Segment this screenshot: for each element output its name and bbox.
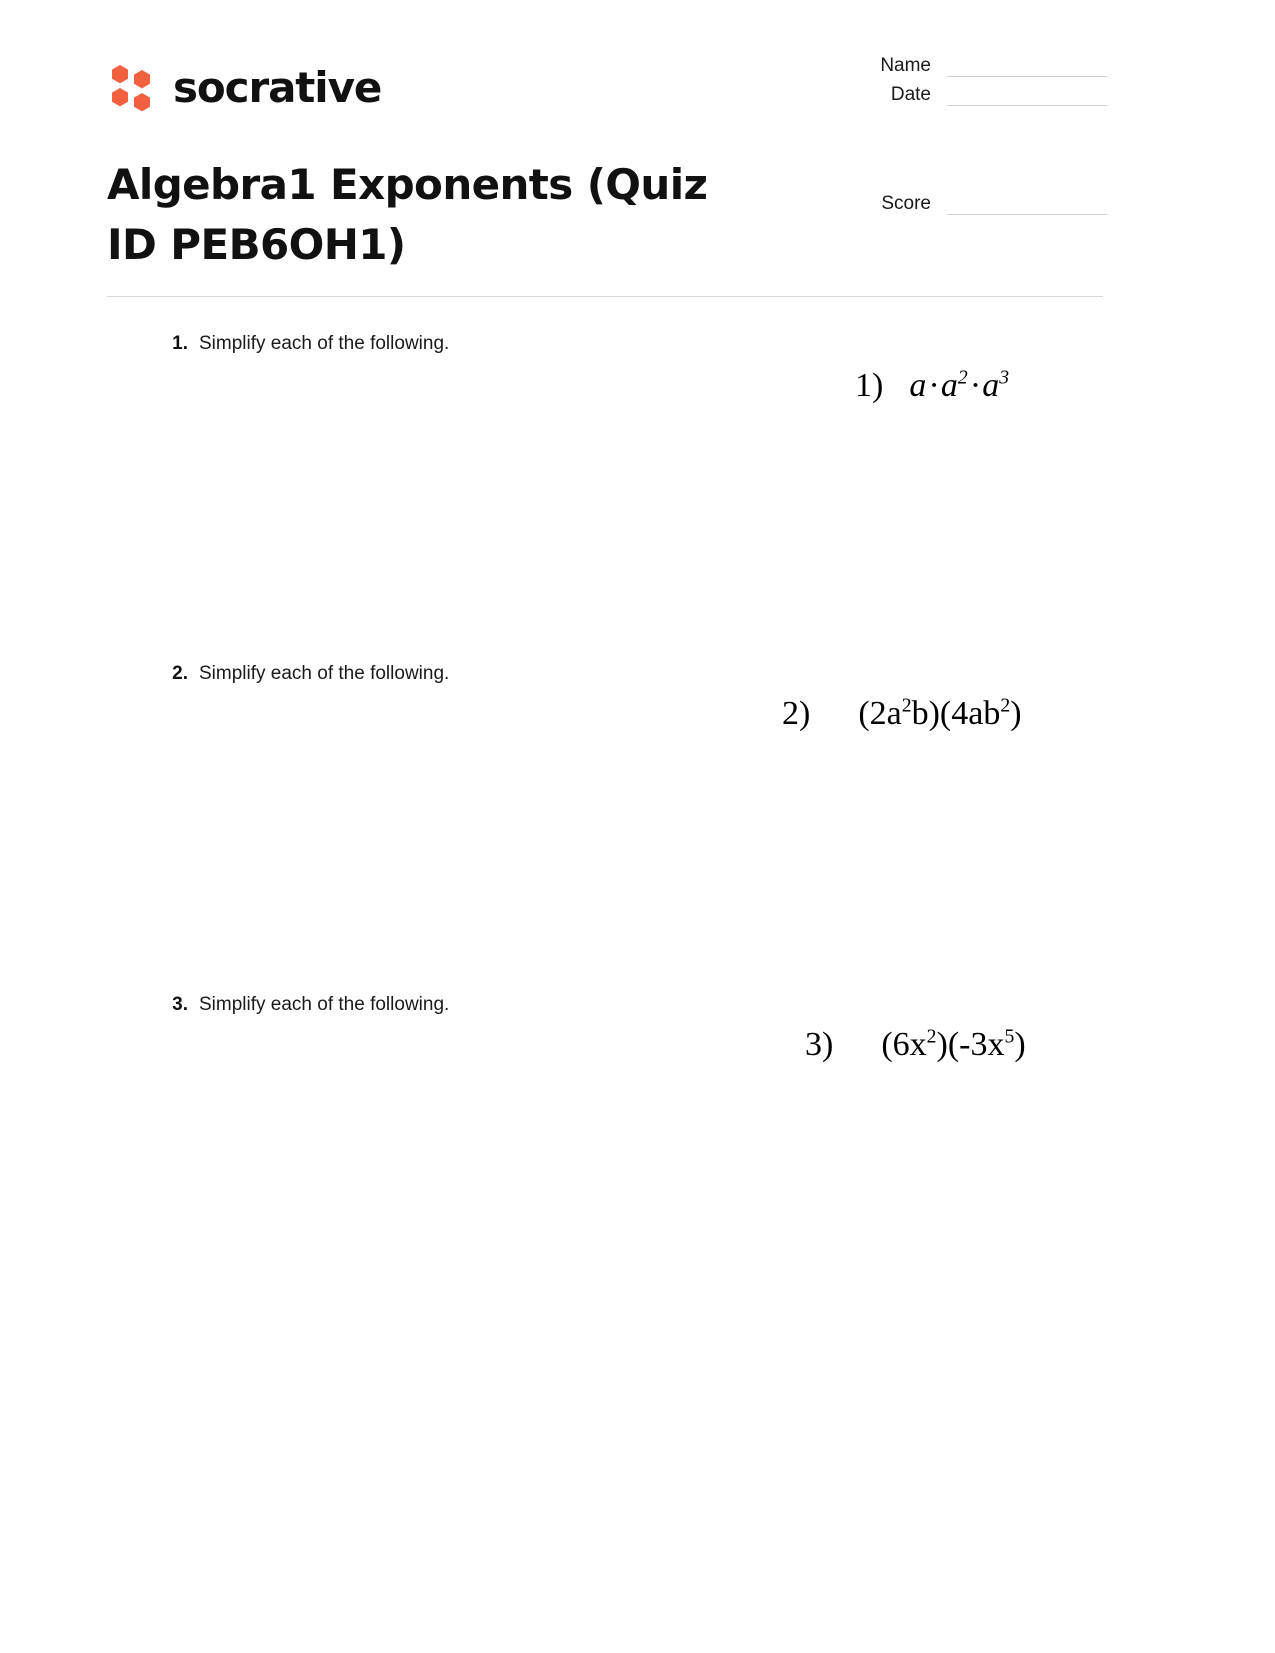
student-info-fields [777, 56, 1107, 114]
math-expression-body: $a\cdot a^2\cdot a^3$ [909, 366, 1010, 404]
socrative-brand [107, 62, 381, 114]
question-math-expression [782, 695, 1022, 733]
brand-wordmark: socrative [173, 63, 382, 112]
math-expression-body: $(2a^2b)(4ab^2)$ [858, 694, 1022, 732]
date-field-label: Date [890, 84, 931, 106]
question-prompt [168, 663, 449, 685]
question-prompt [168, 333, 449, 355]
question-item [0, 325, 1275, 655]
question-math-expression [805, 1026, 1026, 1064]
question-item [0, 655, 1275, 986]
question-text: Simplify each of the following. [199, 994, 450, 1015]
page-title: Algebra1 Exponents (Quiz ID PEB6OH1) [107, 160, 708, 269]
socrative-hexagons-icon [107, 62, 159, 114]
score-field-input[interactable] [947, 194, 1107, 215]
question-prompt [168, 994, 449, 1016]
math-expression-body: $(6x^2)(-3x^5)$ [881, 1025, 1026, 1063]
question-number: 3. [172, 994, 188, 1015]
question-math-expression [855, 367, 1009, 405]
date-field-row [777, 85, 1107, 106]
questions-list [0, 325, 1275, 1316]
math-index-label: 3) [805, 1026, 834, 1063]
name-field-row [777, 56, 1107, 77]
name-field-input[interactable] [947, 56, 1107, 77]
date-field-input[interactable] [947, 85, 1107, 106]
question-number: 1. [172, 333, 188, 354]
score-field-row [777, 194, 1107, 223]
header-divider [107, 296, 1103, 297]
math-index-label: 1) [855, 367, 884, 404]
math-index-label: 2) [782, 695, 811, 732]
question-number: 2. [172, 663, 188, 684]
question-text: Simplify each of the following. [199, 333, 450, 354]
score-field-label: Score [881, 193, 931, 215]
question-text: Simplify each of the following. [199, 663, 450, 684]
name-field-label: Name [880, 55, 931, 77]
question-item [0, 986, 1275, 1316]
